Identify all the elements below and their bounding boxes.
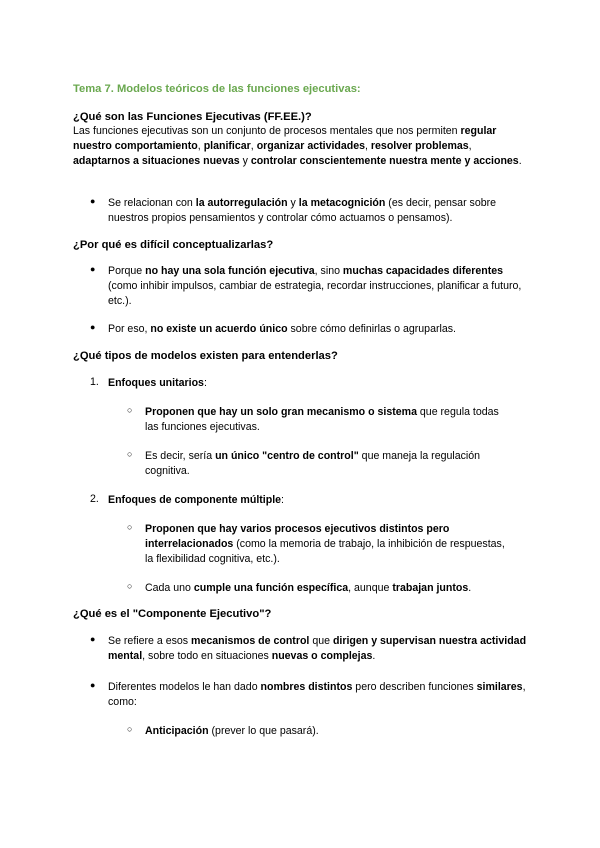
list-number: 2. xyxy=(90,493,99,505)
circle-bullet-icon: ○ xyxy=(127,522,133,532)
bullet-icon: ● xyxy=(90,634,96,644)
section-heading-why-difficult: ¿Por qué es difícil conceptualizarlas? xyxy=(73,239,274,251)
circle-bullet-icon: ○ xyxy=(127,449,133,459)
section-heading-executive-component: ¿Qué es el "Componente Ejecutivo"? xyxy=(73,608,272,620)
section-heading-model-types: ¿Qué tipos de modelos existen para entenderlas? xyxy=(73,350,338,362)
list-number: 1. xyxy=(90,376,99,388)
intro-paragraph: Las funciones ejecutivas son un conjunto de procesos mentales que nos permiten regular nuestro comportamiento, planificar, organizar actividades, resolver problemas, adaptarnos a situaciones nuevas y controlar conscientemente nuestra mente y acciones. xyxy=(73,125,522,167)
circle-bullet-icon: ○ xyxy=(127,724,133,734)
circle-bullet-icon: ○ xyxy=(127,581,133,591)
document-title: Tema 7. Modelos teóricos de las funciones ejecutivas: xyxy=(73,83,361,95)
bullet-icon: ● xyxy=(90,196,96,206)
document-page: Tema 7. Modelos teóricos de las funciones ejecutivas: ¿Qué son las Funciones Ejecutivas (FF.EE.)? Las funciones ejecutivas son un conjunto de procesos mentales que nos permiten regular nuestro comportamiento, planificar, organizar actividades, resolver problemas, adaptarnos a situaciones nuevas y controlar conscientemente nuestra mente y acciones. ● Se relacionan con la autorregulación y la metacognición (es decir, pensar sobre nuestros propios pensamientos y controlar cómo actuamos o pensamos). ¿Por qué es difícil conceptualizarlas? ● Porque no hay una sola función ejecutiva, sino muchas capacidades diferentes (como inhibir impulsos, cambiar de estrategia, recordar instrucciones, planificar a futuro, etc.). ● Por eso, no existe un acuerdo único sobre cómo definirlas o agruparlas. ¿Qué tipos de modelos existen para entenderlas? 1. Enfoques unitarios: ○ Proponen que hay un solo gran mecanismo o sistema que regula todas las funciones ejecutivas. ○ Es decir, sería un único "centro de control" que maneja la regulación cognitiva. 2. Enfoques de componente múltiple: ○ Proponen que hay varios procesos ejecutivos distintos pero interrelacionados (como la memoria de trabajo, la inhibición de respuestas, la flexibilidad cognitiva, etc.). ○ Cada uno cumple una función específica, aunque trabajan juntos. ¿Qué es el "Componente Ejecutivo"? ● Se refiere a esos mecanismos de control que dirigen y supervisan nuestra actividad mental, sobre todo en situaciones nuevas o complejas. ● Diferentes modelos le han dado nombres distintos pero describen funciones similares, como: ○ Anticipación (prever lo que pasará). xyxy=(73,83,527,737)
circle-bullet-icon: ○ xyxy=(127,405,133,415)
bullet-icon: ● xyxy=(90,264,96,274)
bullet-icon: ● xyxy=(90,680,96,690)
section-heading-what-are: ¿Qué son las Funciones Ejecutivas (FF.EE.)? xyxy=(73,111,312,123)
bullet-icon: ● xyxy=(90,322,96,332)
